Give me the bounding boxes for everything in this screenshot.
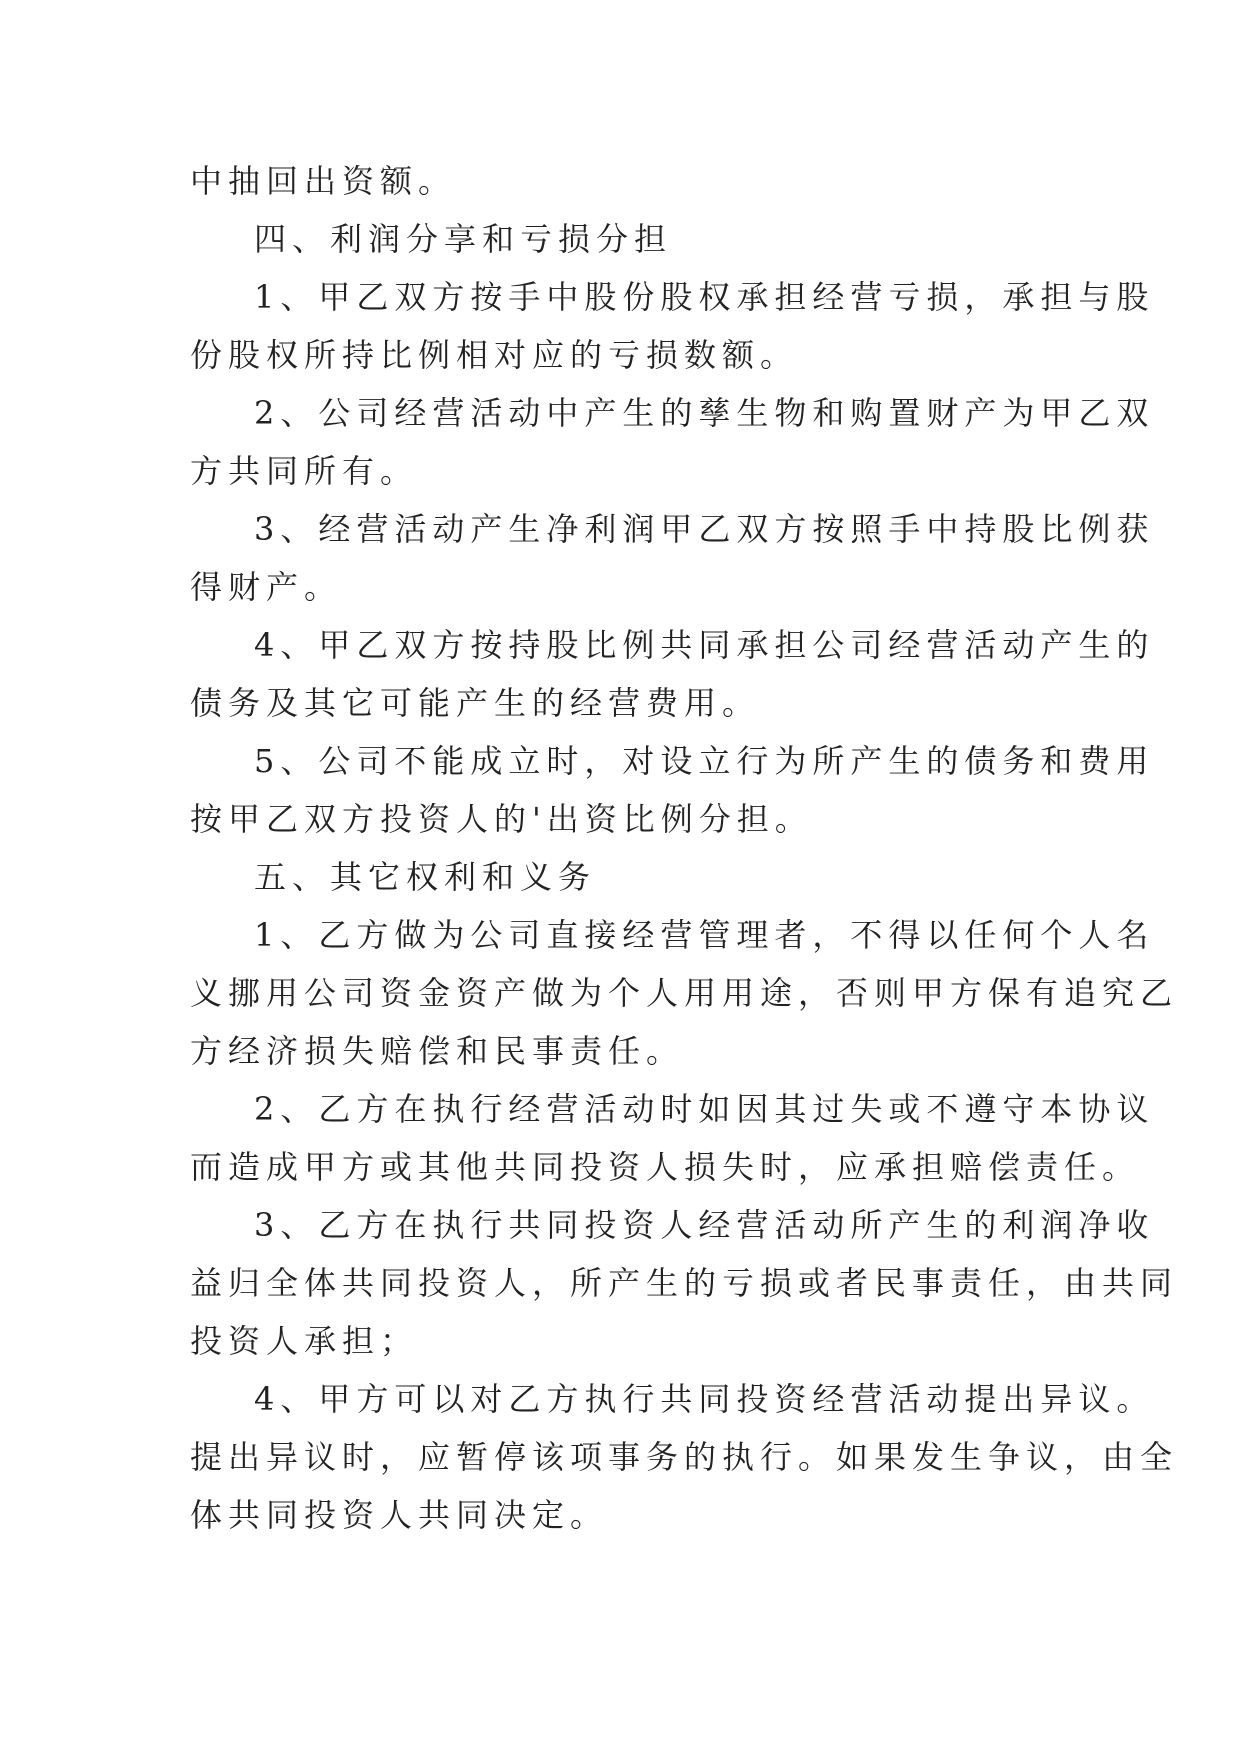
- text-line: 体共同投资人共同决定。: [190, 1496, 609, 1534]
- text-line: 4、甲乙双方按持股比例共同承担公司经营活动产生的: [254, 626, 1155, 664]
- section-heading: 五、其它权利和义务: [254, 858, 597, 896]
- text-line: 而造成甲方或其他共同投资人损失时，应承担赔偿责任。: [190, 1148, 1141, 1186]
- text-line: 债务及其它可能产生的经营费用。: [190, 684, 761, 722]
- text-line: 1、甲乙双方按手中股份股权承担经营亏损，承担与股: [254, 278, 1155, 316]
- text-line: 3、经营活动产生净利润甲乙双方按照手中持股比例获: [254, 510, 1155, 548]
- text-line: 方共同所有。: [190, 452, 419, 490]
- text-line: 4、甲方可以对乙方执行共同投资经营活动提出异议。: [254, 1380, 1155, 1418]
- text-line: 2、乙方在执行经营活动时如因其过失或不遵守本协议: [254, 1090, 1155, 1128]
- text-line: 5、公司不能成立时，对设立行为所产生的债务和费用: [254, 742, 1155, 780]
- text-line: 按甲乙双方投资人的'出资比例分担。: [190, 800, 813, 838]
- text-line: 得财产。: [190, 568, 343, 606]
- text-line: 提出异议时，应暂停该项事务的执行。如果发生争议，由全: [190, 1438, 1179, 1476]
- text-line: 3、乙方在执行共同投资人经营活动所产生的利润净收: [254, 1206, 1155, 1244]
- document-body: [190, 152, 1179, 1544]
- text-line: 投资人承担；: [190, 1322, 419, 1360]
- text-line: 份股权所持比例相对应的亏损数额。: [190, 336, 799, 374]
- section-heading: 四、利润分享和亏损分担: [254, 220, 673, 258]
- text-line: 义挪用公司资金资产做为个人用用途，否则甲方保有追究乙: [190, 974, 1179, 1012]
- text-line: 方经济损失赔偿和民事责任。: [190, 1032, 685, 1070]
- text-line: 2、公司经营活动中产生的孳生物和购置财产为甲乙双: [254, 394, 1155, 432]
- text-line: 1、乙方做为公司直接经营管理者，不得以任何个人名: [254, 916, 1155, 954]
- text-line: 益归全体共同投资人，所产生的亏损或者民事责任，由共同: [190, 1264, 1179, 1302]
- text-line: 中抽回出资额。: [190, 162, 457, 200]
